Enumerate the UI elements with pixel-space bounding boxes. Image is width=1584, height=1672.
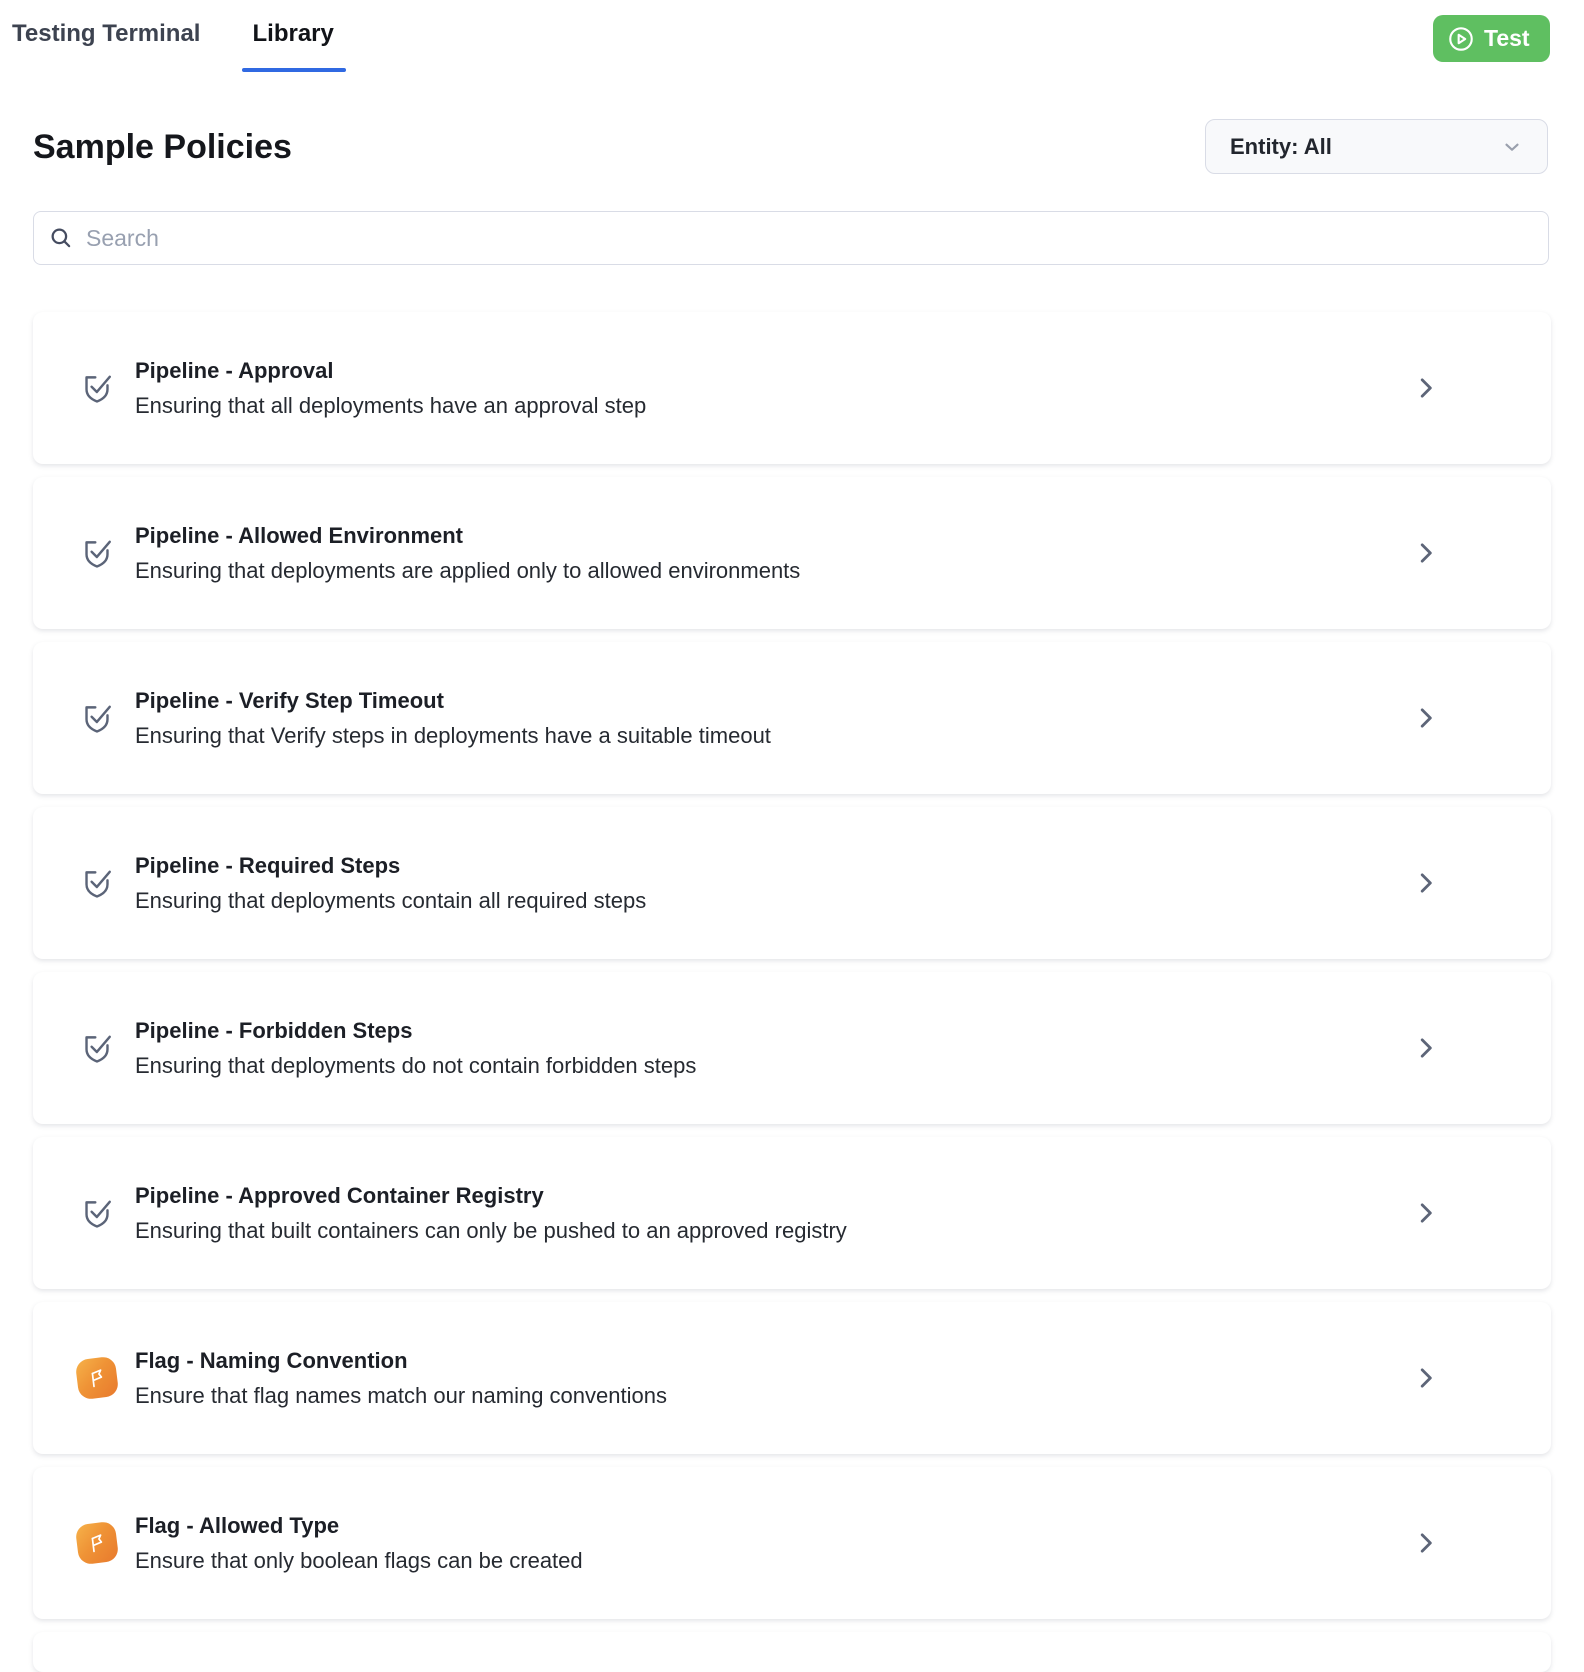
shield-check-icon	[80, 1030, 114, 1066]
chevron-right-icon[interactable]	[1413, 1035, 1439, 1061]
shield-check-icon	[80, 1195, 114, 1231]
chevron-right-icon[interactable]	[1413, 1530, 1439, 1556]
policy-title: Flag - Naming Convention	[135, 1347, 408, 1373]
policy-list-item[interactable]	[33, 1467, 1551, 1619]
flag-icon	[75, 1356, 120, 1401]
policy-title: Flag - Allowed Type	[135, 1512, 340, 1538]
policy-list	[33, 312, 1551, 1672]
tab-library-label: Library	[252, 20, 334, 47]
policy-title: Pipeline - Required Steps	[135, 852, 401, 878]
policy-title: Pipeline - Forbidden Steps	[135, 1017, 413, 1043]
chevron-right-icon[interactable]	[1413, 705, 1439, 731]
active-tab-underline	[242, 68, 345, 72]
shield-check-icon	[80, 370, 114, 406]
chevron-right-icon[interactable]	[1413, 375, 1439, 401]
entity-filter-value: Entity: All	[1230, 133, 1332, 159]
policy-list-item[interactable]	[33, 1137, 1551, 1289]
chevron-right-icon[interactable]	[1413, 1365, 1439, 1391]
policy-list-item[interactable]	[33, 312, 1551, 464]
policy-description: Ensuring that Verify steps in deployments have a suitable timeout	[135, 722, 771, 748]
search-icon	[48, 225, 74, 251]
policy-list-item[interactable]	[33, 477, 1551, 629]
shield-check-icon	[80, 535, 114, 571]
policy-description: Ensuring that built containers can only be pushed to an approved registry	[135, 1217, 847, 1243]
flag-icon	[75, 1521, 120, 1566]
page-title: Sample Policies	[33, 128, 292, 166]
entity-filter-dropdown[interactable]	[1205, 119, 1548, 174]
policy-list-item[interactable]	[33, 642, 1551, 794]
chevron-right-icon[interactable]	[1413, 1200, 1439, 1226]
policy-description: Ensuring that deployments do not contain forbidden steps	[135, 1052, 697, 1078]
policy-list-item[interactable]	[33, 807, 1551, 959]
test-button-label: Test	[1484, 25, 1530, 51]
chevron-down-icon	[1501, 136, 1523, 158]
policy-description: Ensuring that all deployments have an approval step	[135, 392, 647, 418]
policy-title: Pipeline - Verify Step Timeout	[135, 687, 444, 713]
tab-testing-terminal-label: Testing Terminal	[12, 20, 201, 47]
policy-description: Ensuring that deployments contain all required steps	[135, 887, 647, 913]
policy-title: Pipeline - Approved Container Registry	[135, 1182, 544, 1208]
policy-description: Ensure that only boolean flags can be created	[135, 1547, 583, 1573]
policy-list-item[interactable]	[33, 1302, 1551, 1454]
tab-library[interactable]	[252, 20, 333, 78]
search-box	[33, 211, 1549, 265]
top-bar	[0, 0, 1584, 80]
tab-bar	[12, 20, 334, 78]
policy-description: Ensuring that deployments are applied only to allowed environments	[135, 557, 801, 583]
play-circle-icon	[1447, 25, 1475, 53]
shield-check-icon	[80, 700, 114, 736]
tab-testing-terminal[interactable]	[12, 20, 200, 78]
policy-title: Pipeline - Approval	[135, 357, 334, 383]
policy-description: Ensure that flag names match our naming conventions	[135, 1382, 667, 1408]
search-input[interactable]	[86, 225, 1534, 252]
test-button[interactable]	[1433, 15, 1550, 62]
policy-list-item-partial[interactable]	[33, 1632, 1551, 1672]
policy-title: Pipeline - Allowed Environment	[135, 522, 464, 548]
policy-list-item[interactable]	[33, 972, 1551, 1124]
shield-check-icon	[80, 865, 114, 901]
chevron-right-icon[interactable]	[1413, 540, 1439, 566]
chevron-right-icon[interactable]	[1413, 870, 1439, 896]
